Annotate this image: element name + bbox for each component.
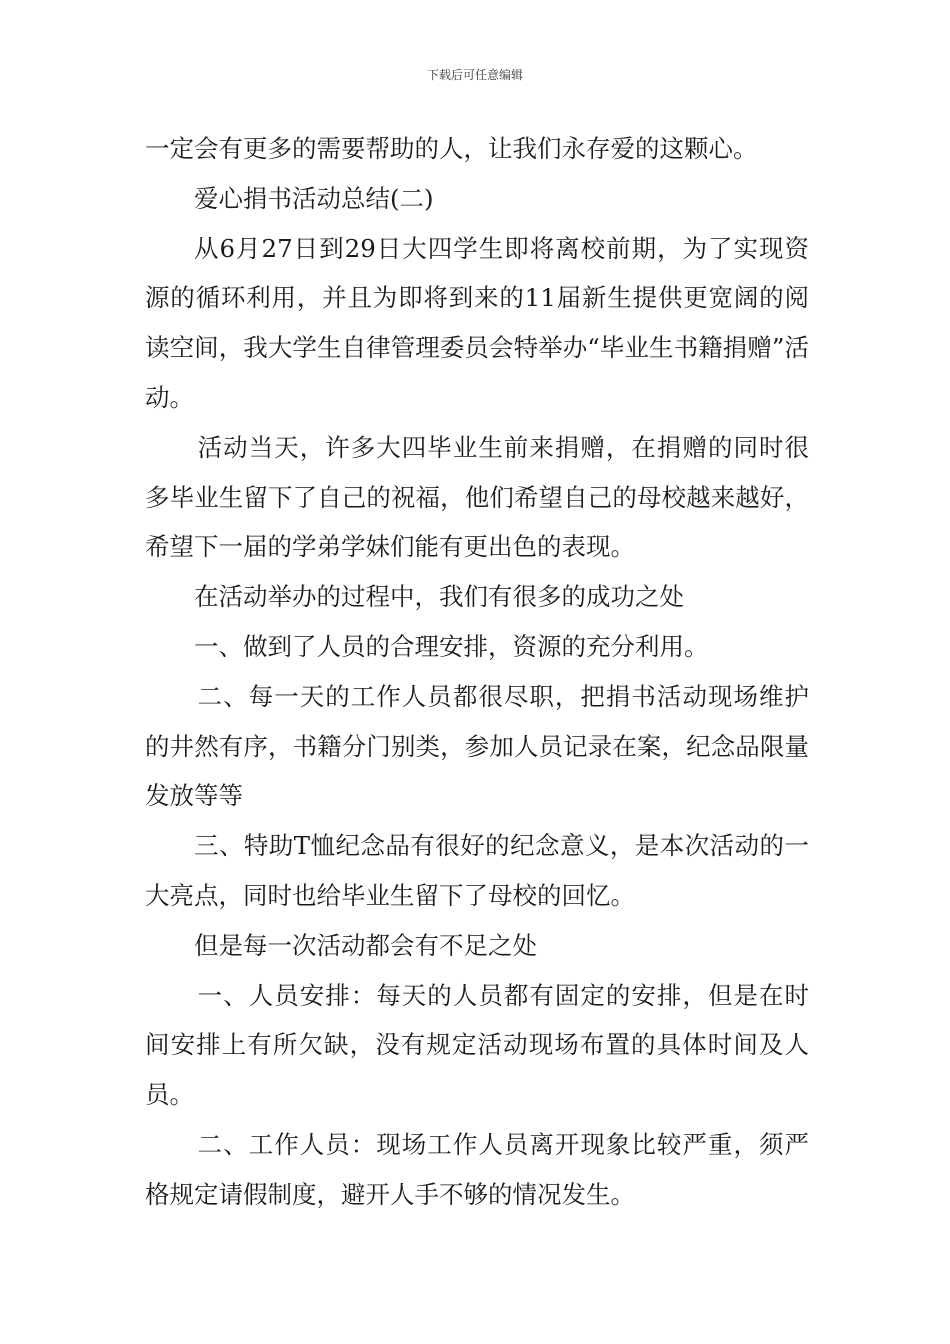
paragraph-success-3: 三、特助T恤纪念品有很好的纪念意义，是本次活动的一大亮点，同时也给毕业生留下了母校的回忆。 <box>145 831 809 910</box>
paragraph-event-day: 活动当天，许多大四毕业生前来捐赠，在捐赠的同时很多毕业生留下了自己的祝福，他们希望自己的母校越来越好，希望下一届的学弟学妹们能有更出色的表现。 <box>145 432 809 562</box>
document-body <box>145 124 809 1220</box>
page-header-note: 下载后可任意编辑 <box>426 68 523 82</box>
paragraph-successes-heading: 在活动举办的过程中，我们有很多的成功之处 <box>194 582 684 612</box>
paragraph-shortcoming-2: 二、工作人员：现场工作人员离开现象比较严重，须严格规定请假制度，避开人手不够的情况发生。 <box>145 1129 809 1209</box>
paragraph-shortcomings-heading: 但是每一次活动都会有不足之处 <box>194 930 537 960</box>
paragraph-continuation: 一定会有更多的需要帮助的人，让我们永存爱的这颗心。 <box>145 134 758 163</box>
paragraph-success-2: 二、每一天的工作人员都很尽职，把捐书活动现场维护的井然有序，书籍分门别类，参加人员记录在案，纪念品限量发放等等 <box>145 681 809 811</box>
paragraph-shortcoming-1: 一、人员安排：每天的人员都有固定的安排，但是在时间安排上有所欠缺，没有规定活动现场布置的具体时间及人员。 <box>145 980 809 1110</box>
section-title: 爱心捐书活动总结(二) <box>194 183 434 213</box>
paragraph-intro: 从6月27日到29日大四学生即将离校前期，为了实现资源的循环利用，并且为即将到来的11届新生提供更宽阔的阅读空间，我大学生自律管理委员会特举办“毕业生书籍捐赠”活动。 <box>145 233 809 412</box>
paragraph-success-1: 一、做到了人员的合理安排，资源的充分利用。 <box>194 631 709 661</box>
